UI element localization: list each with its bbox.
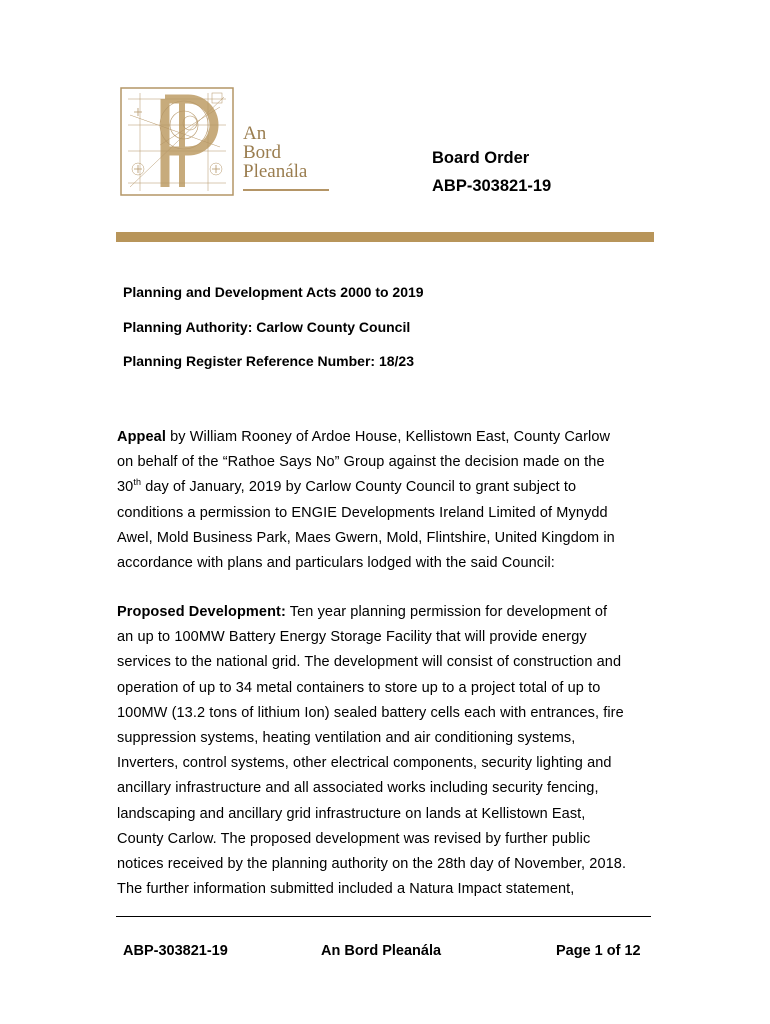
planning-authority-line: Planning Authority: Carlow County Council (123, 318, 411, 335)
development-line-2: an up to 100MW Battery Energy Storage Facility that will provide energy (117, 629, 587, 646)
appeal-line-1: by William Rooney of Ardoe House, Kellistown East, County Carlow (165, 429, 611, 445)
appeal-line-4: conditions a permission to ENGIE Developments Ireland Limited of Mynydd (117, 504, 608, 521)
case-header (123, 284, 424, 388)
development-line-4: operation of up to 34 metal containers to store up to a project total of up to (117, 679, 601, 696)
appeal-date-suffix: th (133, 477, 142, 488)
development-line-12: The further information submitted included a Natura Impact statement, (117, 881, 575, 898)
development-line-8: ancillary infrastructure and all associated works including security fencing, (117, 780, 599, 797)
appeal-paragraph (117, 425, 662, 576)
footer-page-number: Page 1 of 12 (556, 943, 641, 959)
board-order-heading (432, 144, 551, 200)
logo-line-3: Pleanála (243, 161, 308, 182)
appeal-line-5: Awel, Mold Business Park, Maes Gwern, Mold, Flintshire, United Kingdom in (117, 529, 615, 546)
appeal-date-day: 30 (117, 479, 134, 496)
proposed-development-label: Proposed Development: (117, 604, 286, 620)
development-line-3: services to the national grid. The development will consist of construction and (117, 654, 622, 671)
footer-organisation: An Bord Pleanála (321, 943, 442, 959)
development-line-7: Inverters, control systems, other electrical components, security lighting and (117, 755, 612, 772)
development-line-1: Ten year planning permission for development of (285, 604, 608, 620)
proposed-development-paragraph (117, 600, 662, 902)
appeal-label: Appeal (117, 429, 166, 445)
development-line-9: landscaping and ancillary grid infrastructure on lands at Kellistown East, (117, 805, 586, 822)
development-line-10: County Carlow. The proposed development was revised by further public (117, 830, 591, 847)
appeal-line-2: on behalf of the “Rathoe Says No” Group against the decision made on the (117, 454, 605, 471)
footer-rule (116, 916, 651, 917)
development-line-6: suppression systems, heating ventilation and air conditioning systems, (117, 730, 576, 747)
board-order-reference: ABP-303821-19 (432, 177, 552, 195)
footer-reference: ABP-303821-19 (123, 943, 228, 959)
acts-line: Planning and Development Acts 2000 to 2019 (123, 284, 424, 300)
gold-divider-bar (116, 232, 654, 242)
development-line-11: notices received by the planning authority on the 28th day of November, 2018. (117, 856, 627, 873)
appeal-line-3: day of January, 2019 by Carlow County Council to grant subject to (141, 479, 577, 496)
appeal-line-6: accordance with plans and particulars lodged with the said Council: (117, 555, 555, 572)
logo-underline (243, 189, 329, 191)
logo-line-1: An (243, 123, 267, 144)
logo-wordmark (243, 124, 343, 181)
logo-line-2: Bord (243, 142, 281, 163)
board-order-title: Board Order (432, 149, 530, 167)
register-reference-line: Planning Register Reference Number: 18/23 (123, 353, 414, 369)
development-line-5: 100MW (13.2 tons of lithium Ion) sealed battery cells each with entrances, fire (117, 704, 624, 721)
